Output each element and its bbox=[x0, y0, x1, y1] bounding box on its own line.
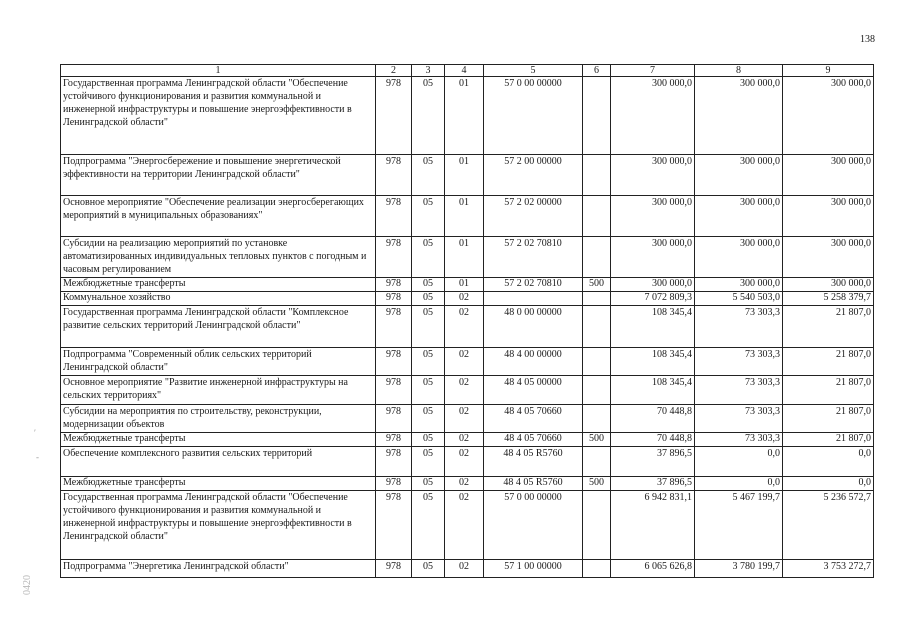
row-target-article: 48 0 00 00000 bbox=[484, 306, 583, 348]
row-section: 05 bbox=[412, 196, 445, 237]
row-name: Государственная программа Ленинградской области "Комплексное развитие сельских территорий Ленинградской области" bbox=[61, 306, 376, 348]
row-subsection: 01 bbox=[445, 77, 484, 155]
column-header: 8 bbox=[695, 65, 783, 77]
column-header: 5 bbox=[484, 65, 583, 77]
row-section: 05 bbox=[412, 405, 445, 433]
row-target-article: 57 0 00 00000 bbox=[484, 77, 583, 155]
row-subsection: 01 bbox=[445, 237, 484, 278]
row-amount-3: 21 807,0 bbox=[783, 306, 874, 348]
row-code: 978 bbox=[376, 77, 412, 155]
row-amount-2: 0,0 bbox=[695, 477, 783, 491]
column-header: 4 bbox=[445, 65, 484, 77]
row-code: 978 bbox=[376, 278, 412, 292]
row-name: Подпрограмма "Энергосбережение и повышение энергетической эффективности на территории Ленинградской области" bbox=[61, 155, 376, 196]
row-name: Обеспечение комплексного развития сельских территорий bbox=[61, 447, 376, 477]
row-name: Коммунальное хозяйство bbox=[61, 292, 376, 306]
table-row bbox=[61, 155, 874, 196]
row-amount-1: 37 896,5 bbox=[611, 477, 695, 491]
row-expense-type bbox=[583, 306, 611, 348]
row-name: Подпрограмма "Современный облик сельских территорий Ленинградской области" bbox=[61, 348, 376, 376]
column-header: 6 bbox=[583, 65, 611, 77]
row-amount-3: 0,0 bbox=[783, 477, 874, 491]
row-expense-type bbox=[583, 348, 611, 376]
row-amount-2: 73 303,3 bbox=[695, 433, 783, 447]
row-target-article: 48 4 05 70660 bbox=[484, 405, 583, 433]
table-row bbox=[61, 348, 874, 376]
row-section: 05 bbox=[412, 491, 445, 560]
row-code: 978 bbox=[376, 447, 412, 477]
row-section: 05 bbox=[412, 278, 445, 292]
row-amount-3: 300 000,0 bbox=[783, 237, 874, 278]
row-subsection: 02 bbox=[445, 306, 484, 348]
row-section: 05 bbox=[412, 348, 445, 376]
row-code: 978 bbox=[376, 292, 412, 306]
row-subsection: 02 bbox=[445, 292, 484, 306]
row-target-article bbox=[484, 292, 583, 306]
row-target-article: 48 4 05 00000 bbox=[484, 376, 583, 405]
table-row bbox=[61, 477, 874, 491]
row-amount-1: 7 072 809,3 bbox=[611, 292, 695, 306]
row-section: 05 bbox=[412, 447, 445, 477]
page-number: 138 bbox=[860, 34, 875, 45]
row-section: 05 bbox=[412, 560, 445, 578]
row-code: 978 bbox=[376, 560, 412, 578]
row-subsection: 02 bbox=[445, 376, 484, 405]
row-section: 05 bbox=[412, 306, 445, 348]
column-header: 3 bbox=[412, 65, 445, 77]
row-amount-2: 73 303,3 bbox=[695, 376, 783, 405]
row-code: 978 bbox=[376, 491, 412, 560]
row-expense-type bbox=[583, 447, 611, 477]
table-row bbox=[61, 433, 874, 447]
table-row bbox=[61, 237, 874, 278]
budget-table bbox=[60, 64, 874, 578]
row-subsection: 01 bbox=[445, 278, 484, 292]
table-row bbox=[61, 376, 874, 405]
table-row bbox=[61, 292, 874, 306]
table-row bbox=[61, 491, 874, 560]
row-code: 978 bbox=[376, 477, 412, 491]
table-row bbox=[61, 77, 874, 155]
row-amount-3: 5 258 379,7 bbox=[783, 292, 874, 306]
row-code: 978 bbox=[376, 348, 412, 376]
row-amount-2: 300 000,0 bbox=[695, 237, 783, 278]
row-amount-2: 73 303,3 bbox=[695, 306, 783, 348]
row-name: Основное мероприятие "Обеспечение реализации энергосберегающих мероприятий в муниципальных образованиях" bbox=[61, 196, 376, 237]
row-subsection: 02 bbox=[445, 348, 484, 376]
row-amount-1: 300 000,0 bbox=[611, 278, 695, 292]
row-amount-2: 0,0 bbox=[695, 447, 783, 477]
row-code: 978 bbox=[376, 306, 412, 348]
row-amount-3: 5 236 572,7 bbox=[783, 491, 874, 560]
row-expense-type bbox=[583, 292, 611, 306]
row-amount-2: 5 467 199,7 bbox=[695, 491, 783, 560]
row-expense-type bbox=[583, 155, 611, 196]
row-name: Основное мероприятие "Развитие инженерной инфраструктуры на сельских территориях" bbox=[61, 376, 376, 405]
row-amount-1: 108 345,4 bbox=[611, 306, 695, 348]
row-amount-2: 300 000,0 bbox=[695, 155, 783, 196]
row-name: Межбюджетные трансферты bbox=[61, 433, 376, 447]
row-name: Подпрограмма "Энергетика Ленинградской области" bbox=[61, 560, 376, 578]
row-amount-3: 0,0 bbox=[783, 447, 874, 477]
row-name: Государственная программа Ленинградской области "Обеспечение устойчивого функционирования и развития коммунальной и инженерной инфраструктуры и повышение энергоэффективности в Ленинградской области" bbox=[61, 77, 376, 155]
row-name: Субсидии на реализацию мероприятий по установке автоматизированных индивидуальных тепловых пунктов с погодным и часовым регулированием bbox=[61, 237, 376, 278]
row-amount-3: 21 807,0 bbox=[783, 405, 874, 433]
row-code: 978 bbox=[376, 155, 412, 196]
row-amount-2: 300 000,0 bbox=[695, 278, 783, 292]
column-header: 9 bbox=[783, 65, 874, 77]
row-expense-type bbox=[583, 405, 611, 433]
row-section: 05 bbox=[412, 477, 445, 491]
row-amount-3: 21 807,0 bbox=[783, 348, 874, 376]
row-section: 05 bbox=[412, 376, 445, 405]
row-name: Государственная программа Ленинградской области "Обеспечение устойчивого функционирования и развития коммунальной и инженерной инфраструктуры и повышение энергоэффективности в Ленинградской области" bbox=[61, 491, 376, 560]
row-code: 978 bbox=[376, 405, 412, 433]
row-amount-1: 108 345,4 bbox=[611, 348, 695, 376]
row-expense-type bbox=[583, 560, 611, 578]
row-section: 05 bbox=[412, 433, 445, 447]
row-expense-type bbox=[583, 491, 611, 560]
margin-mark: ′ bbox=[34, 428, 36, 438]
row-target-article: 57 2 02 70810 bbox=[484, 237, 583, 278]
row-amount-3: 300 000,0 bbox=[783, 278, 874, 292]
table-row bbox=[61, 196, 874, 237]
row-code: 978 bbox=[376, 433, 412, 447]
row-section: 05 bbox=[412, 77, 445, 155]
row-section: 05 bbox=[412, 155, 445, 196]
row-subsection: 02 bbox=[445, 433, 484, 447]
table-row bbox=[61, 560, 874, 578]
row-target-article: 48 4 05 R5760 bbox=[484, 447, 583, 477]
row-amount-1: 300 000,0 bbox=[611, 237, 695, 278]
margin-mark: - bbox=[36, 452, 39, 462]
row-amount-2: 73 303,3 bbox=[695, 405, 783, 433]
row-expense-type: 500 bbox=[583, 433, 611, 447]
row-expense-type: 500 bbox=[583, 278, 611, 292]
row-expense-type: 500 bbox=[583, 477, 611, 491]
column-header: 7 bbox=[611, 65, 695, 77]
row-target-article: 48 4 05 R5760 bbox=[484, 477, 583, 491]
row-target-article: 48 4 00 00000 bbox=[484, 348, 583, 376]
row-subsection: 01 bbox=[445, 155, 484, 196]
row-section: 05 bbox=[412, 292, 445, 306]
column-header: 1 bbox=[61, 65, 376, 77]
row-amount-3: 21 807,0 bbox=[783, 376, 874, 405]
row-name: Межбюджетные трансферты bbox=[61, 278, 376, 292]
row-amount-2: 300 000,0 bbox=[695, 196, 783, 237]
row-amount-1: 300 000,0 bbox=[611, 77, 695, 155]
row-target-article: 57 1 00 00000 bbox=[484, 560, 583, 578]
margin-stamp: 0420 bbox=[22, 575, 33, 595]
row-amount-1: 300 000,0 bbox=[611, 196, 695, 237]
row-amount-2: 73 303,3 bbox=[695, 348, 783, 376]
row-target-article: 57 2 02 70810 bbox=[484, 278, 583, 292]
row-amount-1: 300 000,0 bbox=[611, 155, 695, 196]
row-amount-2: 300 000,0 bbox=[695, 77, 783, 155]
table-row bbox=[61, 278, 874, 292]
row-name: Субсидии на мероприятия по строительству, реконструкции, модернизации объектов bbox=[61, 405, 376, 433]
row-subsection: 01 bbox=[445, 196, 484, 237]
row-subsection: 02 bbox=[445, 405, 484, 433]
row-amount-1: 70 448,8 bbox=[611, 433, 695, 447]
table-row bbox=[61, 447, 874, 477]
row-expense-type bbox=[583, 237, 611, 278]
row-subsection: 02 bbox=[445, 560, 484, 578]
row-amount-3: 300 000,0 bbox=[783, 155, 874, 196]
row-target-article: 48 4 05 70660 bbox=[484, 433, 583, 447]
row-name: Межбюджетные трансферты bbox=[61, 477, 376, 491]
row-amount-1: 70 448,8 bbox=[611, 405, 695, 433]
row-code: 978 bbox=[376, 376, 412, 405]
row-target-article: 57 2 00 00000 bbox=[484, 155, 583, 196]
column-header: 2 bbox=[376, 65, 412, 77]
row-expense-type bbox=[583, 77, 611, 155]
row-amount-2: 5 540 503,0 bbox=[695, 292, 783, 306]
row-amount-3: 300 000,0 bbox=[783, 196, 874, 237]
row-amount-1: 6 065 626,8 bbox=[611, 560, 695, 578]
row-amount-1: 108 345,4 bbox=[611, 376, 695, 405]
row-amount-1: 37 896,5 bbox=[611, 447, 695, 477]
row-target-article: 57 2 02 00000 bbox=[484, 196, 583, 237]
row-expense-type bbox=[583, 196, 611, 237]
row-section: 05 bbox=[412, 237, 445, 278]
row-subsection: 02 bbox=[445, 447, 484, 477]
row-expense-type bbox=[583, 376, 611, 405]
row-subsection: 02 bbox=[445, 477, 484, 491]
row-target-article: 57 0 00 00000 bbox=[484, 491, 583, 560]
row-code: 978 bbox=[376, 237, 412, 278]
table-row bbox=[61, 306, 874, 348]
row-amount-3: 3 753 272,7 bbox=[783, 560, 874, 578]
row-code: 978 bbox=[376, 196, 412, 237]
row-amount-2: 3 780 199,7 bbox=[695, 560, 783, 578]
row-subsection: 02 bbox=[445, 491, 484, 560]
row-amount-3: 21 807,0 bbox=[783, 433, 874, 447]
header-row bbox=[61, 65, 874, 77]
row-amount-3: 300 000,0 bbox=[783, 77, 874, 155]
row-amount-1: 6 942 831,1 bbox=[611, 491, 695, 560]
table-row bbox=[61, 405, 874, 433]
